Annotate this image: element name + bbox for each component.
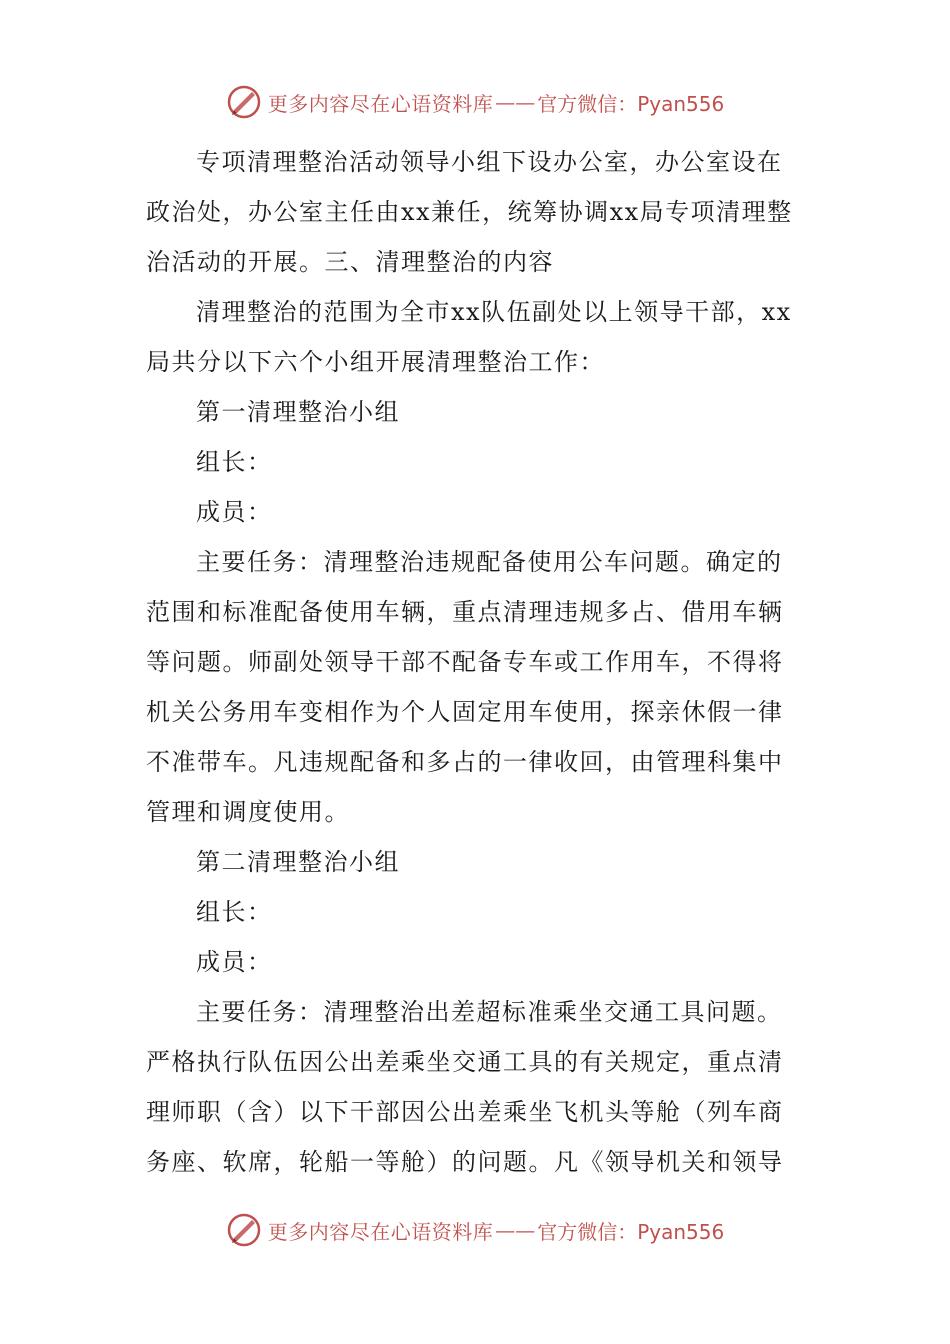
watermark-banner-top	[0, 82, 950, 122]
paragraph-line: 治活动的开展。三、清理整治的内容	[146, 248, 554, 276]
watermark-banner-bottom	[0, 1210, 950, 1250]
watermark-wechat-text: 官方微信：Pyan556	[537, 1219, 725, 1244]
watermark-brand-text: 更多内容尽在心语资料库	[267, 91, 494, 116]
paragraph-line: 政治处，办公室主任由xx兼任，统筹协调xx局专项清理整	[146, 198, 793, 226]
paragraph-line: 严格执行队伍因公出差乘坐交通工具的有关规定，重点清	[146, 1048, 784, 1076]
watermark-wechat-text: 官方微信：Pyan556	[537, 91, 725, 116]
watermark-separator: ——	[495, 90, 536, 114]
paragraph-line: 机关公务用车变相作为个人固定用车使用，探亲休假一律	[146, 698, 784, 726]
pen-logo-icon	[226, 1212, 262, 1248]
watermark-brand-text: 更多内容尽在心语资料库	[267, 1219, 494, 1244]
section-heading: 第一清理整治小组	[196, 398, 400, 426]
section-heading: 第二清理整治小组	[196, 848, 400, 876]
group-members-label: 成员：	[196, 948, 273, 976]
paragraph-line: 主要任务：清理整治违规配备使用公车问题。确定的	[196, 548, 783, 576]
paragraph-line: 理师职（含）以下干部因公出差乘坐飞机头等舱（列车商	[146, 1098, 784, 1126]
paragraph-line: 等问题。师副处领导干部不配备专车或工作用车，不得将	[146, 648, 784, 676]
paragraph-line: 专项清理整治活动领导小组下设办公室，办公室设在	[196, 148, 783, 176]
watermark-separator: ——	[495, 1218, 536, 1242]
group-leader-label: 组长：	[196, 898, 273, 926]
group-leader-label: 组长：	[196, 448, 273, 476]
paragraph-line: 不准带车。凡违规配备和多占的一律收回，由管理科集中	[146, 748, 784, 776]
group-members-label: 成员：	[196, 498, 273, 526]
paragraph-line: 范围和标准配备使用车辆，重点清理违规多占、借用车辆	[146, 598, 784, 626]
paragraph-line: 管理和调度使用。	[146, 798, 350, 826]
paragraph-line: 局共分以下六个小组开展清理整治工作：	[146, 348, 605, 376]
paragraph-line: 务座、软席，轮船一等舱）的问题。凡《领导机关和领导	[146, 1148, 784, 1176]
paragraph-line: 清理整治的范围为全市xx队伍副处以上领导干部，xx	[196, 298, 792, 326]
paragraph-line: 主要任务：清理整治出差超标准乘坐交通工具问题。	[196, 998, 783, 1026]
pen-logo-icon	[226, 84, 262, 120]
